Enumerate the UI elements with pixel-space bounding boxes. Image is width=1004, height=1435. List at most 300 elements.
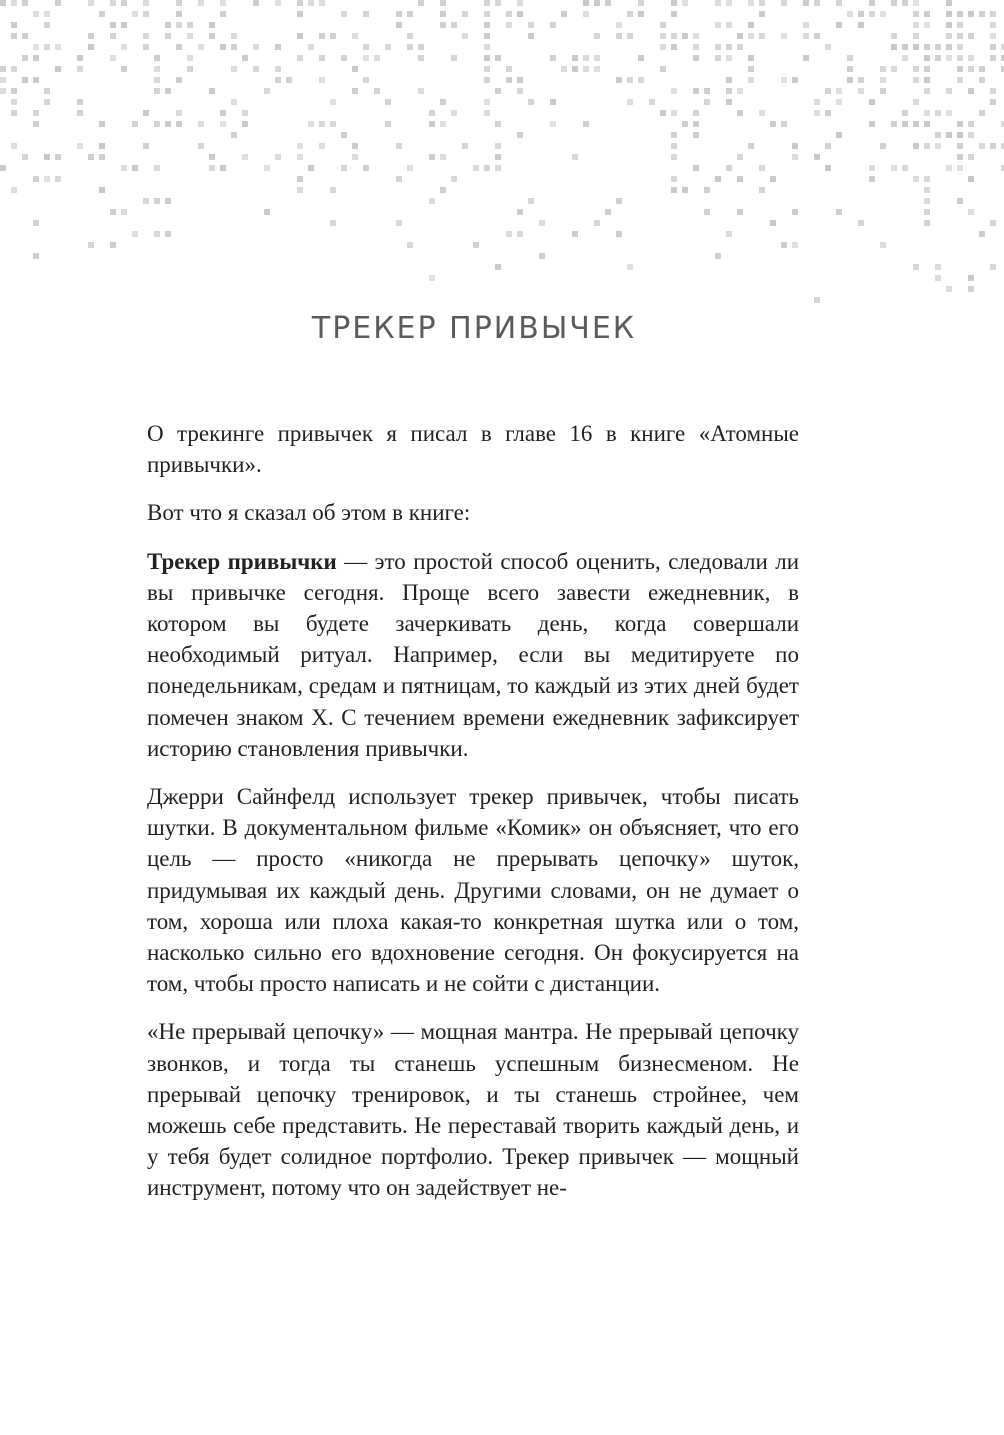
pattern-square [198, 44, 204, 50]
pattern-square [990, 143, 996, 149]
pattern-square [693, 88, 699, 94]
pattern-square [363, 55, 369, 61]
paragraph-seinfeld: Джерри Сайнфелд использует трекер привычек, чтобы писать шутки. В документальном фильме «Комик» он объясняет, что его цель — просто «никогда не прерывать цепочку» шуток, придумывая их каждый день. Другими словами, он не думает о том, хороша или плоха какая-то конкретная шутка или о том, насколько сильно его вдохновение сегодня. Он фокусируется на том, чтобы просто написать и не сойти с дистанции. [147, 784, 799, 997]
pattern-square [11, 66, 17, 72]
pattern-square [330, 99, 336, 105]
pattern-square [979, 231, 985, 237]
pattern-square [242, 121, 248, 127]
pattern-square [814, 110, 820, 116]
pattern-square [121, 0, 127, 6]
pattern-square [594, 0, 600, 6]
pattern-square [220, 44, 226, 50]
pattern-square [99, 143, 105, 149]
pattern-square [143, 198, 149, 204]
pattern-square [682, 121, 688, 127]
pattern-square [396, 22, 402, 28]
pattern-square [286, 77, 292, 83]
pattern-square [605, 0, 611, 6]
pattern-square [814, 33, 820, 39]
pattern-square [968, 176, 974, 182]
pattern-square [220, 121, 226, 127]
pattern-square [484, 44, 490, 50]
pattern-square [968, 33, 974, 39]
pattern-square [803, 55, 809, 61]
paragraph-lead-in: Вот что я сказал об этом в книге: [147, 500, 471, 526]
pattern-square [935, 143, 941, 149]
pattern-square [814, 99, 820, 105]
pattern-square [341, 55, 347, 61]
pattern-square [451, 176, 457, 182]
pattern-square [165, 33, 171, 39]
pattern-square [638, 55, 644, 61]
pattern-square [242, 55, 248, 61]
pattern-square [396, 220, 402, 226]
pattern-square [539, 253, 545, 259]
pattern-square [363, 165, 369, 171]
pattern-square [671, 132, 677, 138]
pattern-square [682, 33, 688, 39]
pattern-square [539, 220, 545, 226]
pattern-square [77, 143, 83, 149]
pattern-square [407, 242, 413, 248]
pattern-square [550, 55, 556, 61]
pattern-square [528, 22, 534, 28]
pattern-square [242, 154, 248, 160]
pattern-square [253, 44, 259, 50]
pattern-square [924, 198, 930, 204]
pattern-square [748, 77, 754, 83]
pattern-square [682, 0, 688, 6]
pattern-square [308, 0, 314, 6]
pattern-square [572, 154, 578, 160]
pattern-square [704, 88, 710, 94]
pattern-square [319, 77, 325, 83]
pattern-square [33, 110, 39, 116]
pattern-square [759, 187, 765, 193]
pattern-square [44, 176, 50, 182]
pattern-square [484, 110, 490, 116]
pattern-square [121, 22, 127, 28]
pattern-square [737, 209, 743, 215]
pattern-square [110, 22, 116, 28]
pattern-square [506, 231, 512, 237]
pattern-square [99, 187, 105, 193]
pattern-square [77, 110, 83, 116]
pattern-square [968, 275, 974, 281]
pattern-square [88, 154, 94, 160]
pattern-square [946, 286, 952, 292]
pattern-square [660, 33, 666, 39]
pattern-square [693, 110, 699, 116]
pattern-square [352, 88, 358, 94]
pattern-square [924, 22, 930, 28]
pattern-square [308, 165, 314, 171]
pattern-square [913, 176, 919, 182]
pattern-square [297, 176, 303, 182]
pattern-square [165, 22, 171, 28]
pattern-square [88, 0, 94, 6]
pattern-square [418, 55, 424, 61]
pattern-square [946, 55, 952, 61]
pattern-square [275, 154, 281, 160]
pattern-square [836, 22, 842, 28]
pattern-square [198, 143, 204, 149]
pattern-square [451, 110, 457, 116]
pattern-square [484, 0, 490, 6]
pattern-square [33, 121, 39, 127]
pattern-square [33, 77, 39, 83]
pattern-square [110, 242, 116, 248]
pattern-square [913, 44, 919, 50]
pattern-square [671, 154, 677, 160]
pattern-square [143, 143, 149, 149]
pattern-square [561, 66, 567, 72]
pattern-square [88, 33, 94, 39]
pattern-square [814, 297, 820, 303]
pattern-square [484, 165, 490, 171]
pattern-square [495, 264, 501, 270]
pattern-square [220, 11, 226, 17]
pattern-square [132, 165, 138, 171]
pattern-square [363, 11, 369, 17]
pattern-square [473, 242, 479, 248]
pattern-square [429, 275, 435, 281]
pattern-square [154, 231, 160, 237]
pattern-square [462, 11, 468, 17]
pattern-square [495, 165, 501, 171]
pattern-square [979, 11, 985, 17]
pattern-square [264, 209, 270, 215]
pattern-square [968, 66, 974, 72]
pattern-square [880, 11, 886, 17]
pattern-square [176, 11, 182, 17]
pattern-square [418, 88, 424, 94]
pattern-square [231, 99, 237, 105]
pattern-square [957, 33, 963, 39]
pattern-square [495, 154, 501, 160]
pattern-square [671, 44, 677, 50]
pattern-square [847, 77, 853, 83]
pattern-square [913, 143, 919, 149]
pattern-square [572, 231, 578, 237]
pattern-square [165, 198, 171, 204]
pattern-square [55, 154, 61, 160]
pattern-square [165, 231, 171, 237]
pattern-square [957, 11, 963, 17]
pattern-square [836, 209, 842, 215]
pattern-square [583, 0, 589, 6]
pattern-square [495, 143, 501, 149]
pattern-square [858, 220, 864, 226]
pattern-square [836, 132, 842, 138]
pattern-square [627, 99, 633, 105]
pattern-square [935, 55, 941, 61]
pattern-square [231, 44, 237, 50]
pattern-square [110, 0, 116, 6]
pattern-square [407, 11, 413, 17]
pattern-square [429, 198, 435, 204]
pattern-square [814, 0, 820, 6]
pattern-square [330, 220, 336, 226]
pattern-square [352, 33, 358, 39]
pattern-square [451, 22, 457, 28]
pattern-square [88, 44, 94, 50]
pattern-square [55, 176, 61, 182]
pattern-square [880, 66, 886, 72]
pattern-square [891, 121, 897, 127]
pattern-square [693, 33, 699, 39]
pattern-square [33, 44, 39, 50]
pattern-square [869, 0, 875, 6]
pattern-square [55, 44, 61, 50]
pattern-square [858, 88, 864, 94]
pattern-square [352, 66, 358, 72]
pattern-square [660, 110, 666, 116]
pattern-square [638, 0, 644, 6]
pattern-square [869, 121, 875, 127]
pattern-square [913, 264, 919, 270]
bold-term: Трекер привычки [147, 548, 337, 574]
pattern-square [341, 11, 347, 17]
pattern-square [176, 22, 182, 28]
pattern-square [671, 110, 677, 116]
pattern-square [990, 99, 996, 105]
pattern-square [737, 110, 743, 116]
pattern-square [924, 66, 930, 72]
pattern-square [297, 187, 303, 193]
pattern-square [396, 176, 402, 182]
pattern-square [946, 0, 952, 6]
pattern-square [627, 33, 633, 39]
pattern-square [583, 11, 589, 17]
pattern-square [814, 154, 820, 160]
pattern-square [726, 44, 732, 50]
pattern-square [913, 66, 919, 72]
pattern-square [517, 209, 523, 215]
pattern-square [880, 242, 886, 248]
pattern-square [99, 121, 105, 127]
pattern-square [209, 88, 215, 94]
pattern-square [968, 286, 974, 292]
pattern-square [462, 143, 468, 149]
pattern-square [275, 66, 281, 72]
pattern-square [583, 66, 589, 72]
pattern-square [132, 11, 138, 17]
pattern-square [484, 77, 490, 83]
pattern-square [924, 176, 930, 182]
pattern-square [187, 33, 193, 39]
pattern-square [748, 0, 754, 6]
pattern-square [484, 55, 490, 61]
pattern-square [440, 11, 446, 17]
pattern-square [968, 209, 974, 215]
page-title: ТРЕКЕР ПРИВЫЧЕК [311, 311, 637, 346]
pattern-square [319, 121, 325, 127]
pattern-square [187, 22, 193, 28]
pattern-square [132, 121, 138, 127]
pattern-square [407, 33, 413, 39]
pattern-square [990, 88, 996, 94]
pattern-square [165, 121, 171, 127]
pattern-square [297, 55, 303, 61]
pattern-square [792, 77, 798, 83]
pattern-square [671, 143, 677, 149]
pattern-square [924, 220, 930, 226]
pattern-square [330, 121, 336, 127]
pattern-square [33, 176, 39, 182]
pattern-square [187, 66, 193, 72]
pattern-square [957, 44, 963, 50]
pattern-square [979, 143, 985, 149]
pattern-square [671, 176, 677, 182]
pattern-square [319, 143, 325, 149]
pattern-square [297, 33, 303, 39]
pattern-square [968, 55, 974, 61]
pattern-square [990, 44, 996, 50]
pattern-square [209, 22, 215, 28]
pattern-square [319, 55, 325, 61]
pattern-square [231, 33, 237, 39]
pattern-square [671, 88, 677, 94]
pattern-square [715, 22, 721, 28]
pattern-square [374, 88, 380, 94]
pattern-square [693, 165, 699, 171]
pattern-square [913, 22, 919, 28]
pattern-square [308, 44, 314, 50]
pattern-square [22, 55, 28, 61]
pattern-square [110, 55, 116, 61]
pattern-square [693, 132, 699, 138]
pattern-square [759, 11, 765, 17]
pattern-square [616, 22, 622, 28]
pattern-square [924, 121, 930, 127]
pattern-square [484, 66, 490, 72]
pattern-square [143, 33, 149, 39]
pattern-square [495, 121, 501, 127]
pattern-square [33, 55, 39, 61]
pattern-square [308, 121, 314, 127]
pattern-square [341, 132, 347, 138]
decorative-dot-pattern [0, 0, 1004, 330]
pattern-square [407, 165, 413, 171]
pattern-square [748, 143, 754, 149]
pattern-square [847, 55, 853, 61]
pattern-square [726, 0, 732, 6]
pattern-square [869, 165, 875, 171]
pattern-square [990, 33, 996, 39]
pattern-square [616, 198, 622, 204]
pattern-square [759, 165, 765, 171]
pattern-square [968, 154, 974, 160]
pattern-square [990, 220, 996, 226]
pattern-square [891, 44, 897, 50]
pattern-square [484, 22, 490, 28]
pattern-square [825, 44, 831, 50]
pattern-square [55, 0, 61, 6]
pattern-square [407, 44, 413, 50]
pattern-square [319, 0, 325, 6]
pattern-square [550, 121, 556, 127]
article-body [147, 418, 799, 1221]
pattern-square [0, 66, 6, 72]
pattern-square [748, 22, 754, 28]
pattern-square [330, 33, 336, 39]
pattern-square [418, 44, 424, 50]
pattern-square [99, 11, 105, 17]
pattern-square [715, 176, 721, 182]
pattern-square [759, 33, 765, 39]
pattern-square [737, 176, 743, 182]
pattern-square [220, 0, 226, 6]
pattern-square [737, 44, 743, 50]
pattern-square [440, 0, 446, 6]
pattern-square [462, 33, 468, 39]
pattern-square [627, 11, 633, 17]
pattern-square [748, 55, 754, 61]
pattern-square [341, 165, 347, 171]
pattern-square [957, 165, 963, 171]
pattern-square [693, 55, 699, 61]
pattern-square [22, 33, 28, 39]
pattern-square [33, 253, 39, 259]
pattern-square [484, 33, 490, 39]
pattern-square [902, 110, 908, 116]
pattern-square [11, 0, 17, 6]
pattern-square [451, 55, 457, 61]
pattern-square [154, 66, 160, 72]
pattern-square [154, 198, 160, 204]
pattern-square [429, 154, 435, 160]
pattern-square [517, 11, 523, 17]
pattern-square [616, 77, 622, 83]
pattern-square [440, 22, 446, 28]
pattern-square [957, 66, 963, 72]
pattern-square [143, 11, 149, 17]
pattern-square [297, 154, 303, 160]
pattern-square [528, 99, 534, 105]
pattern-square [968, 11, 974, 17]
pattern-square [990, 55, 996, 61]
pattern-square [77, 55, 83, 61]
pattern-square [979, 77, 985, 83]
pattern-square [737, 154, 743, 160]
pattern-square [253, 0, 259, 6]
pattern-square [297, 0, 303, 6]
pattern-square [990, 11, 996, 17]
pattern-square [616, 231, 622, 237]
pattern-square [143, 0, 149, 6]
pattern-square [858, 22, 864, 28]
pattern-square [660, 44, 666, 50]
pattern-square [781, 33, 787, 39]
pattern-square [869, 99, 875, 105]
pattern-square [891, 33, 897, 39]
pattern-square [0, 0, 6, 6]
pattern-square [440, 154, 446, 160]
pattern-square [561, 11, 567, 17]
pattern-square [847, 11, 853, 17]
pattern-square [924, 77, 930, 83]
pattern-square [484, 11, 490, 17]
pattern-square [781, 77, 787, 83]
pattern-square [0, 77, 6, 83]
pattern-square [110, 33, 116, 39]
pattern-square [935, 110, 941, 116]
pattern-square [902, 0, 908, 6]
pattern-square [352, 154, 358, 160]
pattern-square [825, 165, 831, 171]
pattern-square [44, 22, 50, 28]
